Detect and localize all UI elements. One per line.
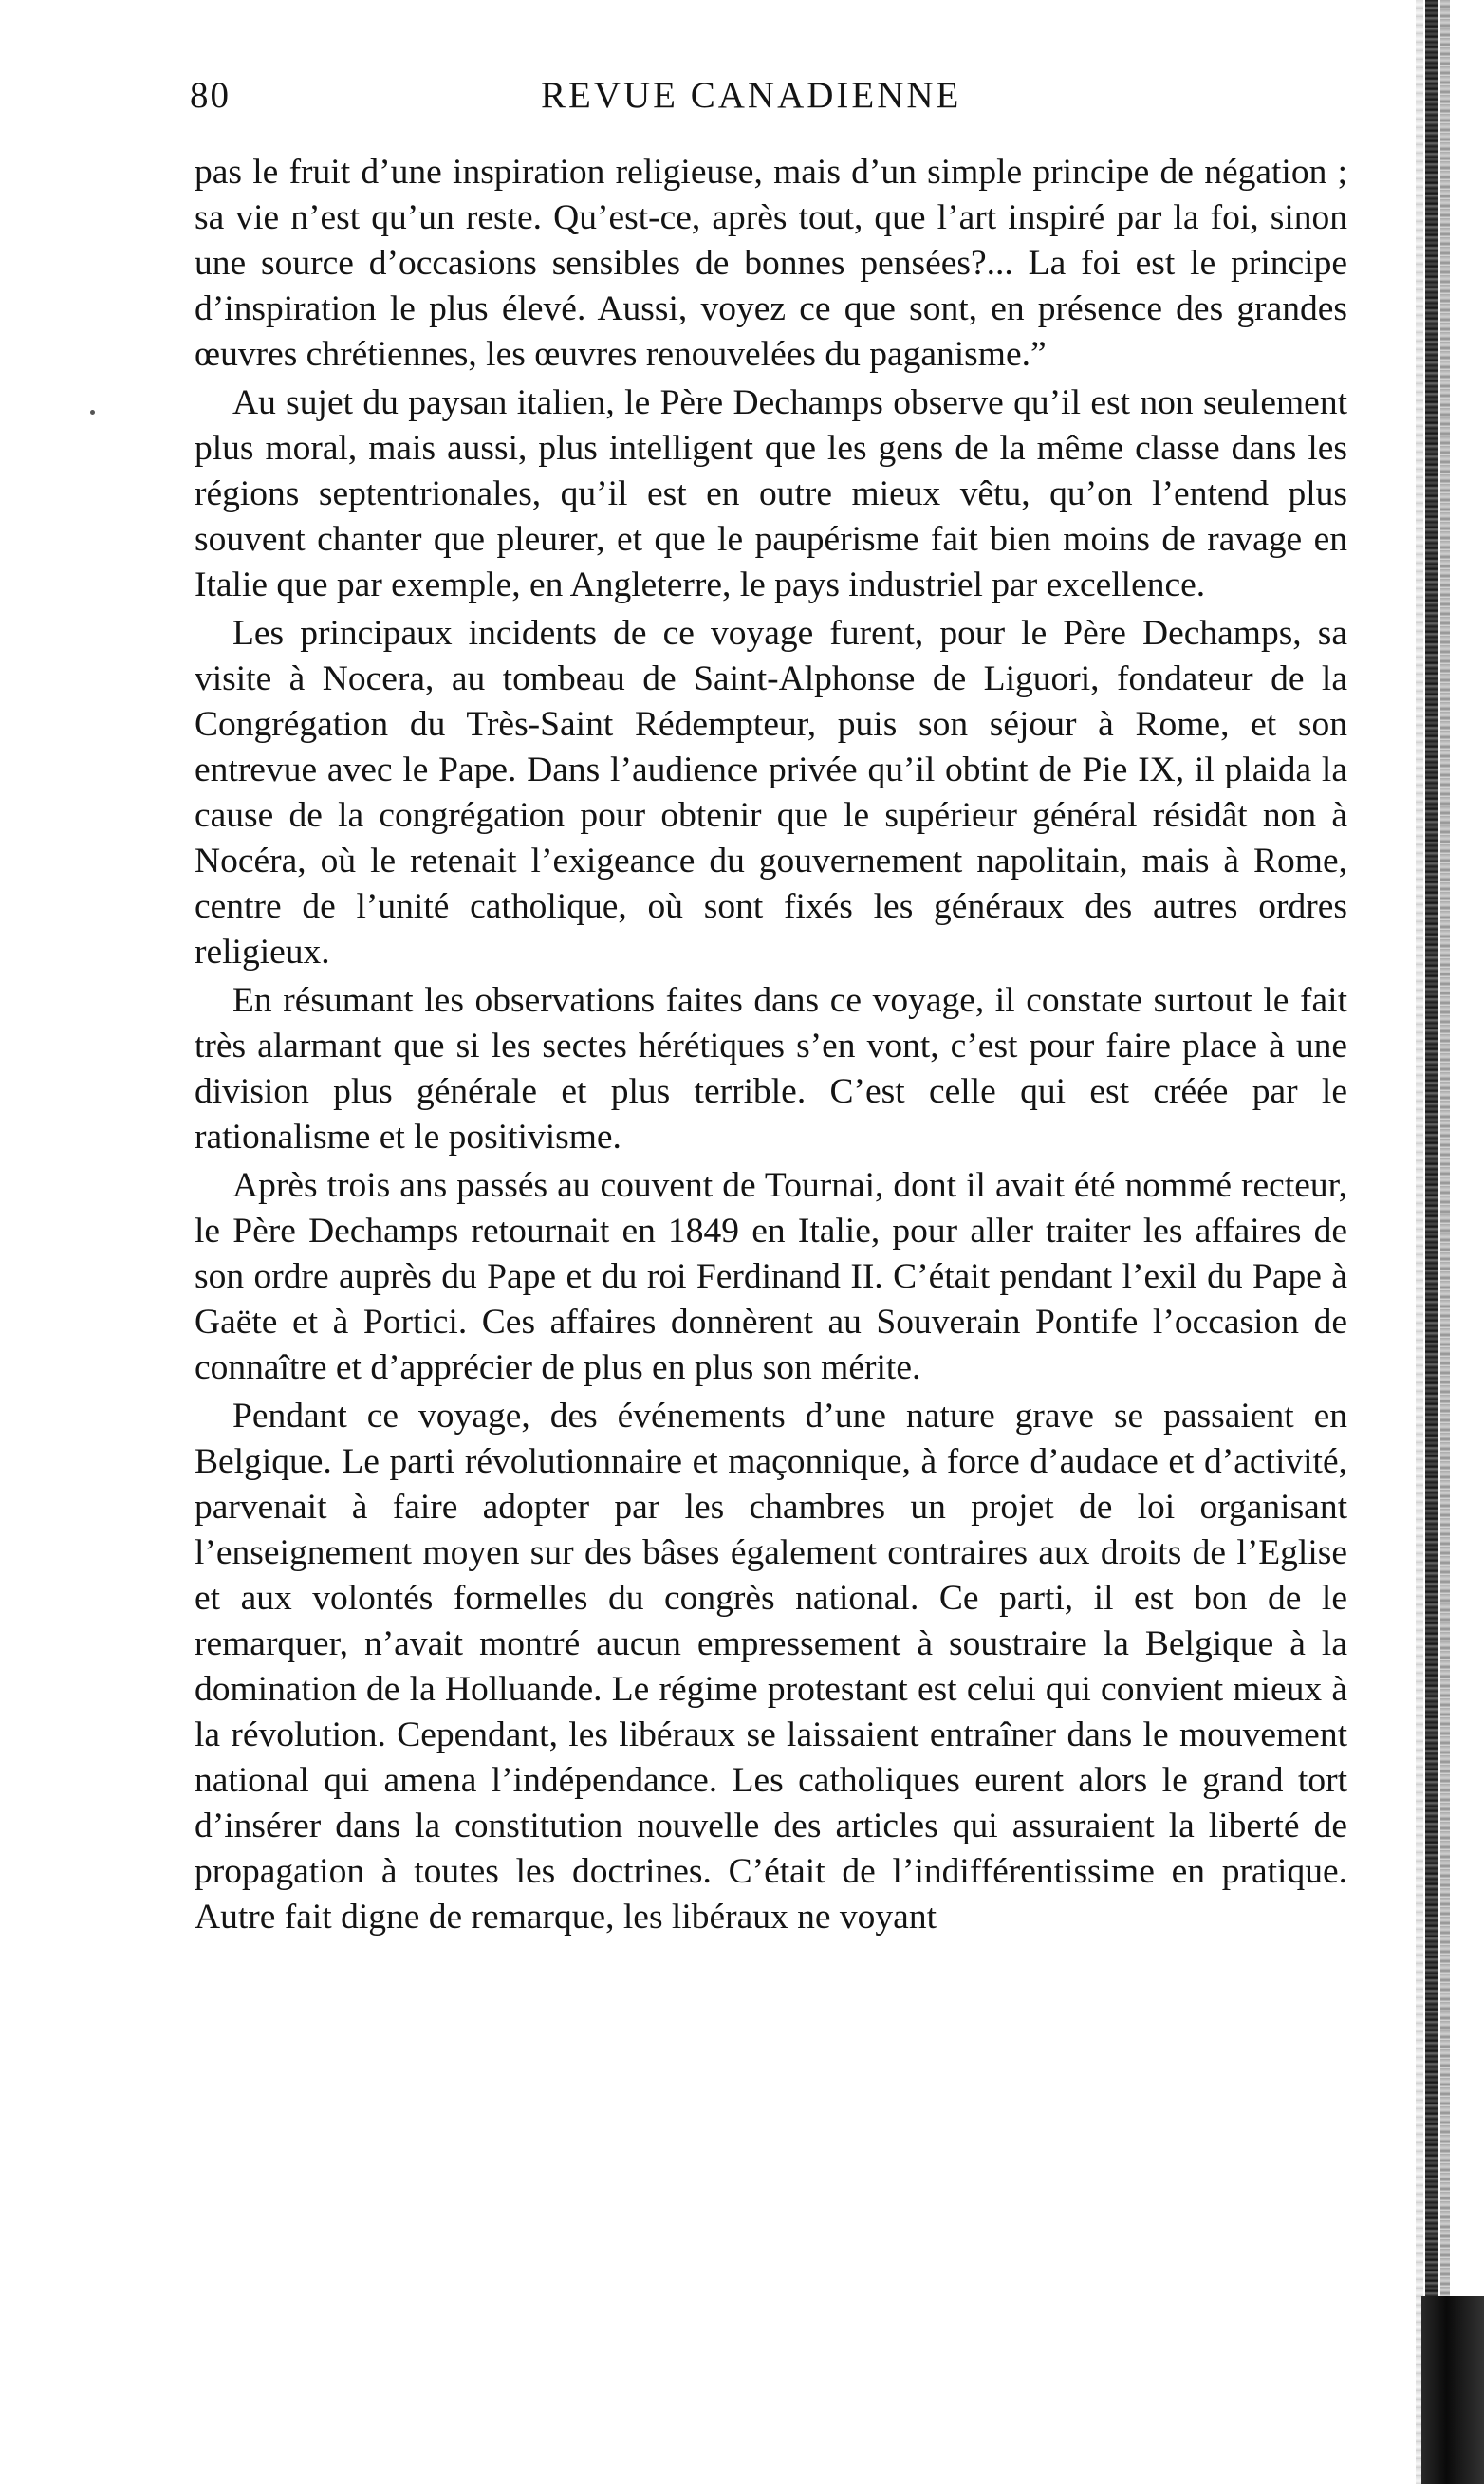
scan-speck [90, 410, 95, 415]
paragraph-2: Au sujet du paysan italien, le Père Dechamps observe qu’il est non seulement plus moral, mais aussi, plus intelligent que les gens de la même classe dans les régions septentrionales, qu’il est en outre mieux vêtu, qu’on l’entend plus souvent chanter que pleurer, et que le paupérisme fait bien moins de ravage en Italie que par exemple, en Angleterre, le pays industriel par excellence. [195, 383, 1347, 604]
body-text [195, 150, 1347, 1940]
journal-title: REVUE CANADIENNE [541, 75, 962, 116]
scanned-page-edge [1408, 0, 1484, 2484]
paragraph-1: pas le fruit d’une inspiration religieuse, mais d’un simple principe de négation ; sa vie n’est qu’un reste. Qu’est-ce, après tout, que l’art inspiré par la foi, sinon une source d’occasions sensibles de bonnes pensées?... La foi est le principe d’inspiration le plus élevé. Aussi, voyez ce que sont, en présence des grandes œuvres chrétiennes, les œuvres renouvelées du paganisme.” [195, 153, 1347, 374]
page-number: 80 [190, 75, 231, 116]
edge-shadow-mid [1440, 0, 1450, 2484]
edge-shadow-dark [1425, 0, 1438, 2484]
edge-shadow-light [1416, 0, 1423, 2484]
edge-shadow-bottom [1421, 2296, 1484, 2484]
paragraph-4: En résumant les observations faites dans ce voyage, il constate surtout le fait très alarmant que si les sectes hérétiques s’en vont, c’est pour faire place à une division plus générale et plus terrible. C’est celle qui est créée par le rationalisme et le positivisme. [195, 981, 1347, 1157]
running-head [190, 74, 1347, 131]
paragraph-6: Pendant ce voyage, des événements d’une nature grave se passaient en Belgique. Le parti révolutionnaire et maçonnique, à force d’audace et d’activité, parvenait à faire adopter par les chambres un projet de loi organisant l’enseignement moyen sur des bâses également contraires aux droits de l’Eglise et aux volontés formelles du congrès national. Ce parti, il est bon de le remarquer, n’avait montré aucun empressement à soustraire la Belgique à la domination de la Holluande. Le régime protestant est celui qui convient mieux à la révolution. Cependant, les libéraux se laissaient entraîner dans le mouvement national qui amena l’indépendance. Les catholiques eurent alors le grand tort d’insérer dans la constitution nouvelle des articles qui assuraient la liberté de propagation à toutes les doctrines. C’était de l’indifférentissime en pratique. Autre fait digne de remarque, les libéraux ne voyant [195, 1397, 1347, 1937]
paragraph-3: Les principaux incidents de ce voyage furent, pour le Père Dechamps, sa visite à Nocera, au tombeau de Saint-Alphonse de Liguori, fondateur de la Congrégation du Très-Saint Rédempteur, puis son séjour à Rome, et son entrevue avec le Pape. Dans l’audience privée qu’il obtint de Pie IX, il plaida la cause de la congrégation pour obtenir que le supérieur général résidât non à Nocéra, où le retenait l’exigeance du gouvernement napolitain, mais à Rome, centre de l’unité catholique, où sont fixés les généraux des autres ordres religieux. [195, 614, 1347, 972]
paragraph-5: Après trois ans passés au couvent de Tournai, dont il avait été nommé recteur, le Père Dechamps retournait en 1849 en Italie, pour aller traiter les affaires de son ordre auprès du Pape et du roi Ferdinand II. C’était pendant l’exil du Pape à Gaëte et à Portici. Ces affaires donnèrent au Souverain Pontife l’occasion de connaître et d’apprécier de plus en plus son mérite. [195, 1166, 1347, 1387]
